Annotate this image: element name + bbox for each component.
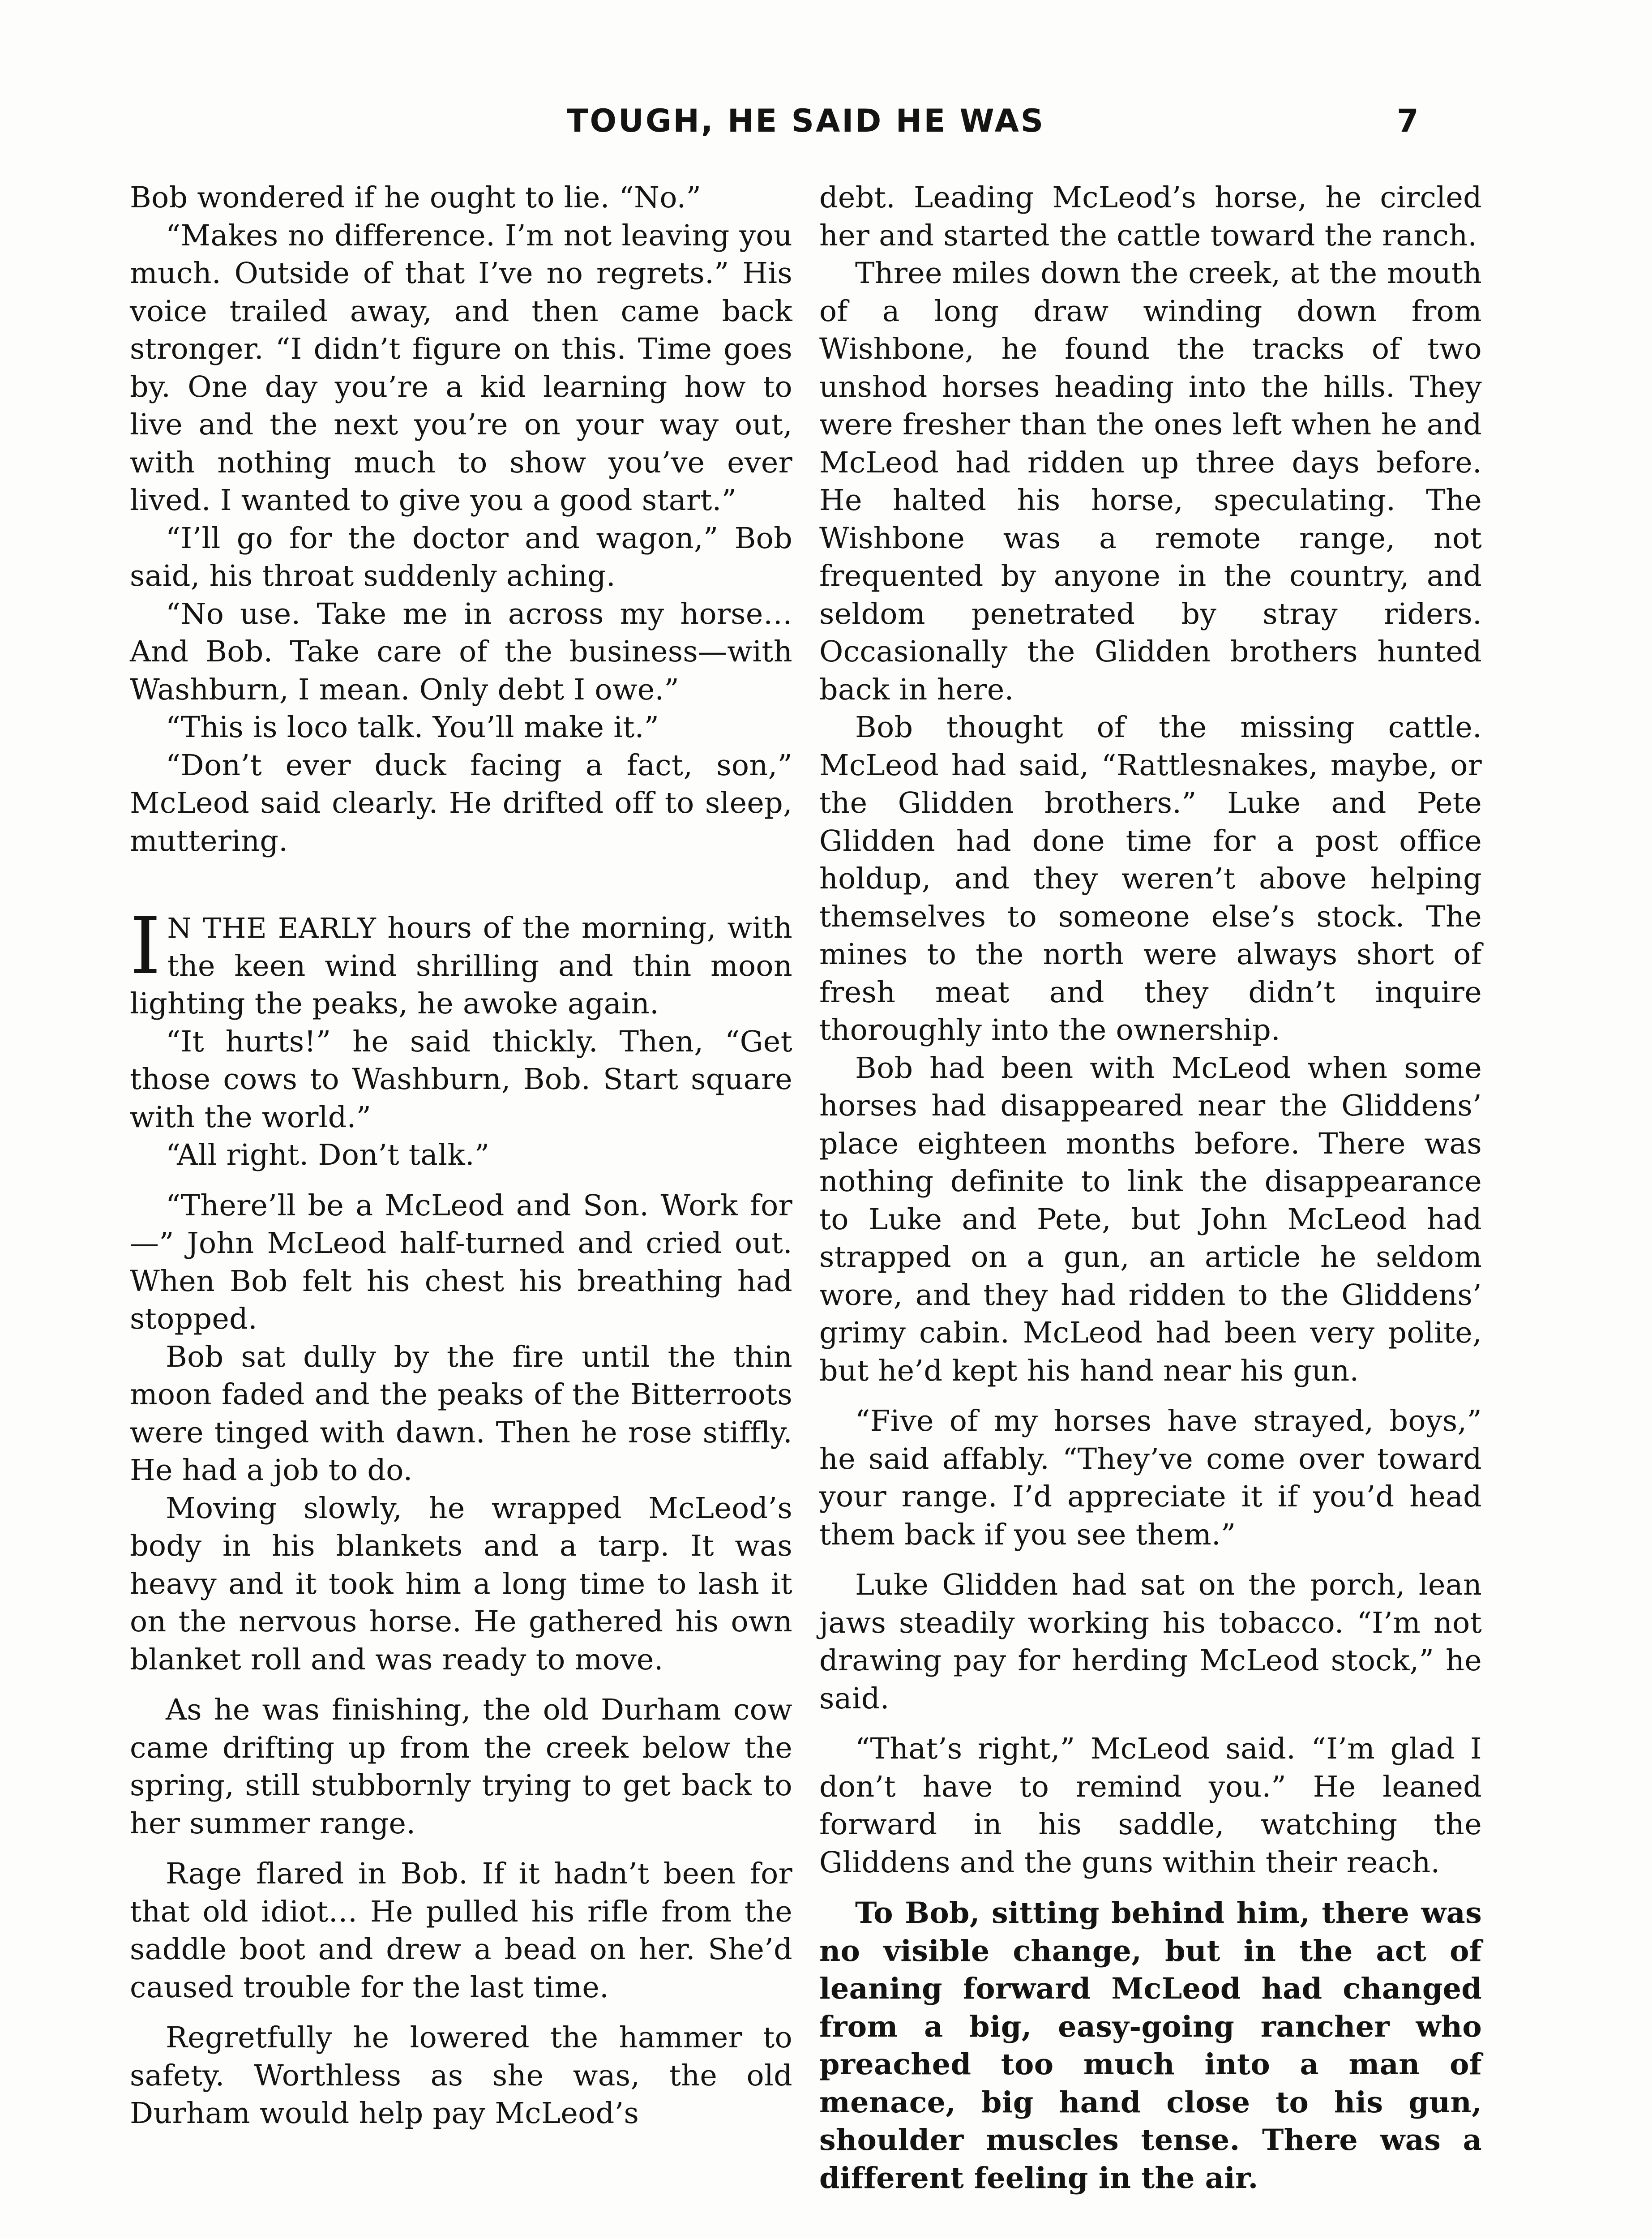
section-opening-paragraph xyxy=(130,901,792,1023)
paragraph: Regretfully he lowered the hammer to safety. Worthless as she was, the old Durham would help pay McLeod’s xyxy=(130,2021,792,2130)
paragraph: Bob had been with McLeod when some horses had disappeared near the Gliddens’ place eighteen months before. There was nothing definite to link the disappearance to Luke and Pete, but John McLeod had strapped on a gun, an article he seldom wore, and they had ridden to the Gliddens’ grimy cabin. McLeod had been very polite, but he’d kept his hand near his gun. xyxy=(819,1051,1482,1388)
drop-cap: I xyxy=(130,901,161,992)
section-lead-in: N THE EARLY xyxy=(167,912,377,944)
paragraph: Bob sat dully by the fire until the thin moon faded and the peaks of the Bitterroots were tinged with dawn. Then he rose stiffly. He had a job to do. xyxy=(130,1340,792,1487)
paragraph: Three miles down the creek, at the mouth of a long draw winding down from Wishbone, he found the tracks of two unshod horses heading into the hills. They were fresher than the ones left when he and McLeod had ridden up three days before. He halted his horse, speculating. The Wishbone was a remote range, not frequented by anyone in the country, and seldom penetrated by stray riders. Occasionally the Glidden brothers hunted back in here. xyxy=(819,257,1482,707)
paragraph: “I’ll go for the doctor and wagon,” Bob said, his throat suddenly aching. xyxy=(130,521,792,593)
paragraph: “There’ll be a McLeod and Son. Work for—” John McLeod half-turned and cried out. When Bob felt his chest his breathing had stopped. xyxy=(130,1188,792,1336)
paragraph: “All right. Don’t talk.” xyxy=(166,1138,490,1172)
page-number: 7 xyxy=(1397,103,1419,139)
paragraph: “That’s right,” McLeod said. “I’m glad I don’t have to remind you.” He leaned forward in his saddle, watching the Gliddens and the guns within their reach. xyxy=(819,1732,1482,1879)
paragraph: To Bob, sitting behind him, there was no visible change, but in the act of leaning forward McLeod had changed from a big, easy-going rancher who preached too much into a man of menace, big hand close to his gun, shoulder muscles tense. There was a different feeling in the air. xyxy=(819,1896,1482,2195)
paragraph: Bob thought of the missing cattle. McLeod had said, “Rattlesnakes, maybe, or the Glidden brothers.” Luke and Pete Glidden had done time for a post office holdup, and they weren’t above helping themselves to someone else’s stock. The mines to the north were always short of fresh meat and they didn’t inquire thoroughly into the ownership. xyxy=(819,711,1482,1047)
right-column xyxy=(819,179,1482,2197)
paragraph: debt. Leading McLeod’s horse, he circled her and started the cattle toward the ranch. xyxy=(819,181,1482,253)
paragraph: “It hurts!” he said thickly. Then, “Get those cows to Washburn, Bob. Start square with the world.” xyxy=(130,1025,792,1134)
paragraph: “Don’t ever duck facing a fact, son,” McLeod said clearly. He drifted off to sleep, muttering. xyxy=(130,748,792,858)
paragraph: “No use. Take me in across my horse… And Bob. Take care of the business—with Washburn, I mean. Only debt I owe.” xyxy=(130,597,792,707)
section-text: hours of the morning, with the keen wind shrilling and thin moon lighting the peaks, he awoke again. xyxy=(130,911,792,1021)
paragraph: Rage flared in Bob. If it hadn’t been for that old idiot… He pulled his rifle from the saddle boot and drew a bead on her. She’d caused trouble for the last time. xyxy=(130,1857,792,2004)
paragraph: Moving slowly, he wrapped McLeod’s body in his blankets and a tarp. It was heavy and it took him a long time to lash it on the nervous horse. He gathered his own blanket roll and was ready to move. xyxy=(130,1491,792,1677)
paragraph: As he was finishing, the old Durham cow came drifting up from the creek below the spring, still stubbornly trying to get back to her summer range. xyxy=(130,1693,792,1840)
paragraph: Luke Glidden had sat on the porch, lean jaws steadily working his tobacco. “I’m not drawing pay for herding McLeod stock,” he said. xyxy=(819,1568,1482,1716)
paragraph: “This is loco talk. You’ll make it.” xyxy=(166,711,659,744)
paragraph: “Makes no difference. I’m not leaving you much. Outside of that I’ve no regrets.” His voice trailed away, and then came back stronger. “I didn’t figure on this. Time goes by. One day you’re a kid learning how to live and the next you’re on your way out, with nothing much to show you’ve ever lived. I wanted to give you a good start.” xyxy=(130,219,792,517)
paragraph: Bob wondered if he ought to lie. “No.” xyxy=(130,181,702,214)
paragraph: “Five of my horses have strayed, boys,” he said affably. “They’ve come over toward your range. I’d appreciate it if you’d head them back if you see them.” xyxy=(819,1404,1482,1552)
running-header: TOUGH, HE SAID HE WAS xyxy=(566,103,1045,139)
left-column xyxy=(130,179,792,2133)
